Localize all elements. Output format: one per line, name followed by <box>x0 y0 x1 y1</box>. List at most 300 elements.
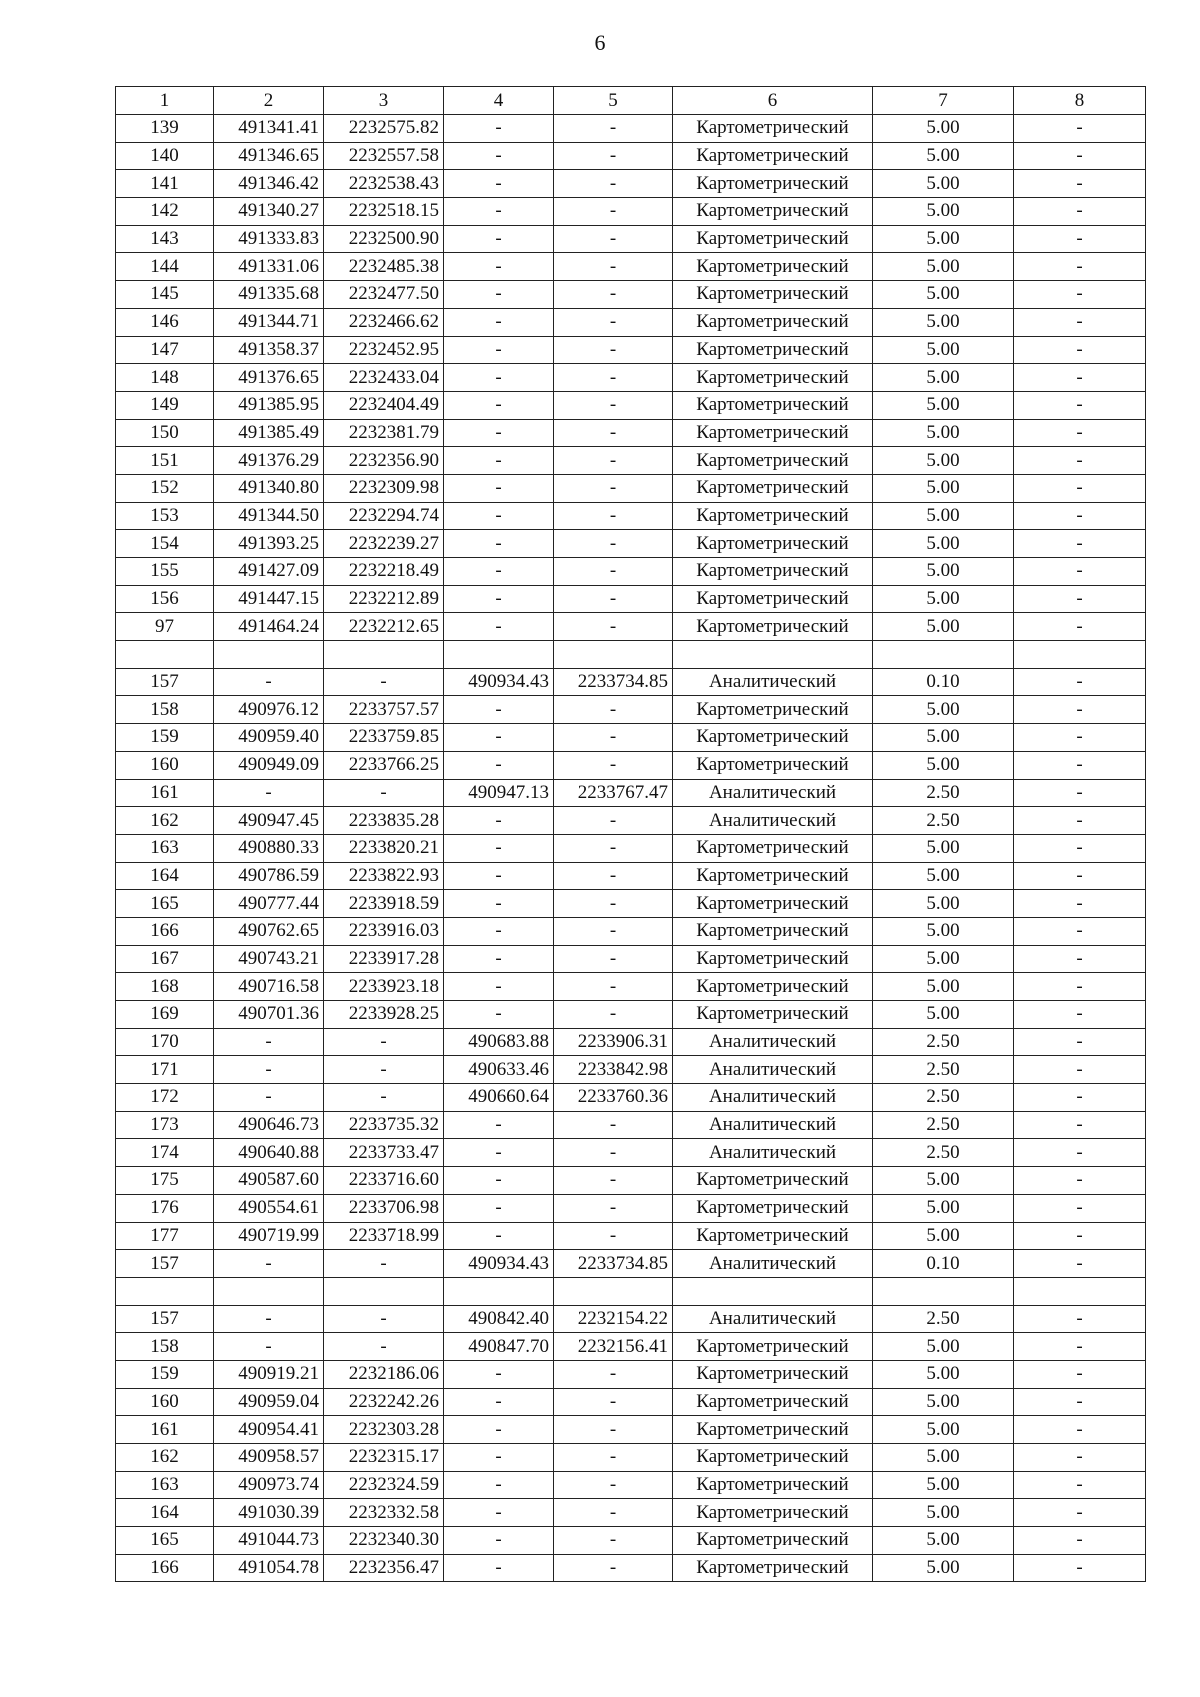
cell-x-coord: 491385.95 <box>214 391 324 419</box>
cell-method: Аналитический <box>673 807 873 835</box>
cell-y-coord: 2232294.74 <box>324 502 444 530</box>
cell-method: Картометрический <box>673 1471 873 1499</box>
cell-x-coord: 490959.40 <box>214 724 324 752</box>
coordinates-table-container <box>115 86 1145 1582</box>
cell-method: Картометрический <box>673 890 873 918</box>
cell-note: - <box>1014 1471 1146 1499</box>
cell-note: - <box>1014 1554 1146 1582</box>
cell-note: - <box>1014 1416 1146 1444</box>
cell-point-number: 158 <box>116 696 214 724</box>
cell-note: - <box>1014 1167 1146 1195</box>
cell-y-coord: 2232381.79 <box>324 419 444 447</box>
table-row <box>116 1028 1146 1056</box>
cell-y-coord: 2233923.18 <box>324 973 444 1001</box>
cell-y-coord-alt: - <box>554 198 673 226</box>
cell-x-coord-alt: - <box>444 945 554 973</box>
cell-x-coord: 491340.80 <box>214 474 324 502</box>
cell-x-coord-alt: - <box>444 253 554 281</box>
cell-x-coord-alt: - <box>444 862 554 890</box>
cell-method: Картометрический <box>673 170 873 198</box>
cell-x-coord-alt: - <box>444 696 554 724</box>
cell-y-coord: 2233716.60 <box>324 1167 444 1195</box>
cell-x-coord-alt: - <box>444 502 554 530</box>
cell-y-coord: 2233822.93 <box>324 862 444 890</box>
cell-y-coord: - <box>324 1084 444 1112</box>
cell-method: Картометрический <box>673 1001 873 1029</box>
cell-y-coord: 2233759.85 <box>324 724 444 752</box>
cell-x-coord-alt <box>444 1277 554 1305</box>
cell-y-coord: 2232557.58 <box>324 142 444 170</box>
cell-note: - <box>1014 558 1146 586</box>
cell-note: - <box>1014 1444 1146 1472</box>
table-row <box>116 724 1146 752</box>
cell-x-coord-alt: - <box>444 1222 554 1250</box>
cell-accuracy: 5.00 <box>873 474 1014 502</box>
cell-y-coord-alt: - <box>554 1194 673 1222</box>
table-row <box>116 890 1146 918</box>
cell-x-coord-alt: - <box>444 1001 554 1029</box>
cell-x-coord-alt: - <box>444 1111 554 1139</box>
cell-y-coord-alt: - <box>554 751 673 779</box>
cell-y-coord-alt: - <box>554 253 673 281</box>
cell-point-number: 144 <box>116 253 214 281</box>
cell-note: - <box>1014 862 1146 890</box>
cell-y-coord-alt: - <box>554 1471 673 1499</box>
cell-note: - <box>1014 1001 1146 1029</box>
cell-x-coord-alt: - <box>444 613 554 641</box>
cell-x-coord-alt: 490934.43 <box>444 1250 554 1278</box>
cell-y-coord: 2232340.30 <box>324 1527 444 1555</box>
cell-x-coord: 490640.88 <box>214 1139 324 1167</box>
cell-accuracy: 5.00 <box>873 613 1014 641</box>
cell-accuracy: 5.00 <box>873 1001 1014 1029</box>
cell-accuracy: 5.00 <box>873 115 1014 143</box>
cell-point-number: 163 <box>116 834 214 862</box>
cell-note: - <box>1014 1028 1146 1056</box>
cell-y-coord: 2232356.90 <box>324 447 444 475</box>
table-row <box>116 1250 1146 1278</box>
cell-accuracy: 2.50 <box>873 807 1014 835</box>
cell-x-coord: 490954.41 <box>214 1416 324 1444</box>
cell-y-coord-alt: - <box>554 724 673 752</box>
table-row <box>116 225 1146 253</box>
cell-y-coord: - <box>324 1056 444 1084</box>
cell-method: Картометрический <box>673 1167 873 1195</box>
cell-y-coord-alt: - <box>554 973 673 1001</box>
cell-method: Аналитический <box>673 1056 873 1084</box>
cell-note: - <box>1014 696 1146 724</box>
cell-method: Картометрический <box>673 253 873 281</box>
cell-method: Аналитический <box>673 668 873 696</box>
cell-accuracy: 2.50 <box>873 1084 1014 1112</box>
cell-x-coord-alt: - <box>444 917 554 945</box>
cell-x-coord-alt: - <box>444 308 554 336</box>
cell-accuracy: 5.00 <box>873 142 1014 170</box>
cell-y-coord-alt: - <box>554 336 673 364</box>
cell-x-coord: 491030.39 <box>214 1499 324 1527</box>
table-header-row <box>116 87 1146 115</box>
cell-x-coord: 490947.45 <box>214 807 324 835</box>
cell-x-coord: 491358.37 <box>214 336 324 364</box>
cell-accuracy: 5.00 <box>873 447 1014 475</box>
cell-method <box>673 641 873 669</box>
table-row <box>116 447 1146 475</box>
cell-x-coord: 491427.09 <box>214 558 324 586</box>
cell-y-coord-alt: - <box>554 364 673 392</box>
cell-method: Картометрический <box>673 696 873 724</box>
cell-note: - <box>1014 585 1146 613</box>
cell-note: - <box>1014 1499 1146 1527</box>
cell-point-number <box>116 1277 214 1305</box>
cell-y-coord: 2232500.90 <box>324 225 444 253</box>
cell-x-coord-alt: 490683.88 <box>444 1028 554 1056</box>
cell-x-coord-alt: - <box>444 1499 554 1527</box>
cell-y-coord-alt: - <box>554 308 673 336</box>
cell-point-number: 97 <box>116 613 214 641</box>
cell-point-number: 163 <box>116 1471 214 1499</box>
cell-method: Картометрический <box>673 1194 873 1222</box>
cell-y-coord: 2232303.28 <box>324 1416 444 1444</box>
cell-accuracy: 5.00 <box>873 585 1014 613</box>
cell-y-coord-alt: - <box>554 917 673 945</box>
cell-y-coord-alt: 2233760.36 <box>554 1084 673 1112</box>
cell-point-number: 172 <box>116 1084 214 1112</box>
table-row <box>116 834 1146 862</box>
cell-y-coord-alt: - <box>554 115 673 143</box>
cell-method: Картометрический <box>673 1444 873 1472</box>
cell-x-coord: - <box>214 779 324 807</box>
cell-point-number: 141 <box>116 170 214 198</box>
cell-y-coord-alt: - <box>554 502 673 530</box>
cell-y-coord: 2233735.32 <box>324 1111 444 1139</box>
cell-method: Картометрический <box>673 945 873 973</box>
cell-x-coord-alt: 490633.46 <box>444 1056 554 1084</box>
cell-x-coord-alt: - <box>444 1444 554 1472</box>
cell-y-coord-alt: - <box>554 807 673 835</box>
cell-point-number: 169 <box>116 1001 214 1029</box>
cell-point-number: 167 <box>116 945 214 973</box>
cell-method: Картометрический <box>673 281 873 309</box>
table-row <box>116 613 1146 641</box>
cell-x-coord-alt: - <box>444 1167 554 1195</box>
cell-y-coord: 2233928.25 <box>324 1001 444 1029</box>
cell-point-number: 171 <box>116 1056 214 1084</box>
cell-y-coord-alt: - <box>554 474 673 502</box>
cell-x-coord-alt: 490947.13 <box>444 779 554 807</box>
cell-x-coord-alt: - <box>444 1471 554 1499</box>
cell-y-coord: 2232485.38 <box>324 253 444 281</box>
cell-y-coord-alt: - <box>554 447 673 475</box>
table-row <box>116 1084 1146 1112</box>
cell-y-coord-alt <box>554 641 673 669</box>
table-row <box>116 1333 1146 1361</box>
cell-x-coord: - <box>214 668 324 696</box>
column-header-y-coord-alt: 5 <box>554 87 673 115</box>
cell-accuracy: 5.00 <box>873 1416 1014 1444</box>
cell-point-number: 162 <box>116 1444 214 1472</box>
cell-y-coord: 2232404.49 <box>324 391 444 419</box>
table-row <box>116 945 1146 973</box>
cell-y-coord: 2232433.04 <box>324 364 444 392</box>
cell-note: - <box>1014 281 1146 309</box>
table-row <box>116 696 1146 724</box>
cell-note: - <box>1014 1194 1146 1222</box>
cell-point-number <box>116 641 214 669</box>
table-row <box>116 973 1146 1001</box>
cell-y-coord: - <box>324 779 444 807</box>
cell-point-number: 161 <box>116 1416 214 1444</box>
cell-note: - <box>1014 530 1146 558</box>
cell-accuracy: 5.00 <box>873 1388 1014 1416</box>
cell-y-coord <box>324 641 444 669</box>
cell-x-coord: 491331.06 <box>214 253 324 281</box>
cell-note: - <box>1014 1360 1146 1388</box>
cell-accuracy: 5.00 <box>873 1333 1014 1361</box>
cell-note: - <box>1014 945 1146 973</box>
cell-note <box>1014 1277 1146 1305</box>
coordinates-table <box>115 86 1146 1582</box>
cell-x-coord: - <box>214 1333 324 1361</box>
cell-y-coord: 2232242.26 <box>324 1388 444 1416</box>
cell-point-number: 145 <box>116 281 214 309</box>
cell-accuracy: 5.00 <box>873 917 1014 945</box>
cell-method: Картометрический <box>673 364 873 392</box>
cell-accuracy: 5.00 <box>873 1222 1014 1250</box>
cell-y-coord: - <box>324 1305 444 1333</box>
cell-note: - <box>1014 807 1146 835</box>
cell-method: Аналитический <box>673 1028 873 1056</box>
cell-y-coord: 2232315.17 <box>324 1444 444 1472</box>
cell-method: Картометрический <box>673 142 873 170</box>
cell-accuracy: 5.00 <box>873 1554 1014 1582</box>
cell-y-coord: 2232477.50 <box>324 281 444 309</box>
cell-x-coord-alt: 490660.64 <box>444 1084 554 1112</box>
cell-y-coord-alt: 2233734.85 <box>554 1250 673 1278</box>
cell-x-coord-alt: - <box>444 391 554 419</box>
cell-y-coord-alt: - <box>554 1388 673 1416</box>
table-row <box>116 364 1146 392</box>
cell-method: Картометрический <box>673 391 873 419</box>
cell-point-number: 157 <box>116 1250 214 1278</box>
cell-y-coord-alt: - <box>554 1554 673 1582</box>
cell-accuracy: 5.00 <box>873 419 1014 447</box>
cell-note: - <box>1014 336 1146 364</box>
cell-x-coord: 490786.59 <box>214 862 324 890</box>
cell-method: Картометрический <box>673 115 873 143</box>
cell-accuracy: 5.00 <box>873 1167 1014 1195</box>
cell-accuracy: 5.00 <box>873 751 1014 779</box>
cell-point-number: 166 <box>116 1554 214 1582</box>
cell-point-number: 157 <box>116 1305 214 1333</box>
cell-y-coord: 2233718.99 <box>324 1222 444 1250</box>
cell-y-coord: 2233918.59 <box>324 890 444 918</box>
cell-y-coord-alt: - <box>554 696 673 724</box>
table-row <box>116 917 1146 945</box>
cell-note: - <box>1014 474 1146 502</box>
cell-point-number: 152 <box>116 474 214 502</box>
cell-method: Картометрический <box>673 1360 873 1388</box>
cell-point-number: 143 <box>116 225 214 253</box>
cell-y-coord-alt: - <box>554 1111 673 1139</box>
cell-point-number: 175 <box>116 1167 214 1195</box>
cell-accuracy: 2.50 <box>873 1111 1014 1139</box>
cell-point-number: 154 <box>116 530 214 558</box>
cell-y-coord: 2232332.58 <box>324 1499 444 1527</box>
cell-y-coord-alt: - <box>554 1360 673 1388</box>
cell-note: - <box>1014 1056 1146 1084</box>
column-header-method: 6 <box>673 87 873 115</box>
table-row <box>116 1416 1146 1444</box>
cell-x-coord: 491333.83 <box>214 225 324 253</box>
cell-x-coord: 491447.15 <box>214 585 324 613</box>
table-row <box>116 1499 1146 1527</box>
cell-note: - <box>1014 225 1146 253</box>
cell-method: Аналитический <box>673 779 873 807</box>
cell-note: - <box>1014 308 1146 336</box>
cell-method: Картометрический <box>673 530 873 558</box>
column-header-x-coord: 2 <box>214 87 324 115</box>
cell-accuracy: 5.00 <box>873 1499 1014 1527</box>
cell-y-coord-alt: - <box>554 419 673 447</box>
cell-method: Картометрический <box>673 1388 873 1416</box>
cell-x-coord: 490919.21 <box>214 1360 324 1388</box>
cell-y-coord-alt: - <box>554 170 673 198</box>
cell-x-coord: 490554.61 <box>214 1194 324 1222</box>
cell-y-coord-alt: - <box>554 1222 673 1250</box>
cell-note: - <box>1014 1111 1146 1139</box>
cell-point-number: 170 <box>116 1028 214 1056</box>
table-row <box>116 1001 1146 1029</box>
cell-note: - <box>1014 1305 1146 1333</box>
cell-method: Картометрический <box>673 973 873 1001</box>
cell-x-coord-alt: - <box>444 419 554 447</box>
table-row <box>116 751 1146 779</box>
cell-point-number: 160 <box>116 1388 214 1416</box>
cell-point-number: 158 <box>116 1333 214 1361</box>
cell-y-coord-alt: - <box>554 1527 673 1555</box>
cell-accuracy: 5.00 <box>873 890 1014 918</box>
cell-x-coord: - <box>214 1028 324 1056</box>
table-row <box>116 558 1146 586</box>
cell-note: - <box>1014 1388 1146 1416</box>
cell-y-coord-alt: - <box>554 225 673 253</box>
table-row <box>116 1554 1146 1582</box>
column-header-x-coord-alt: 4 <box>444 87 554 115</box>
cell-x-coord-alt: - <box>444 890 554 918</box>
cell-accuracy: 5.00 <box>873 1194 1014 1222</box>
cell-x-coord-alt: - <box>444 558 554 586</box>
cell-x-coord: 490646.73 <box>214 1111 324 1139</box>
cell-y-coord: 2233820.21 <box>324 834 444 862</box>
cell-note: - <box>1014 779 1146 807</box>
cell-note: - <box>1014 1333 1146 1361</box>
cell-accuracy: 5.00 <box>873 696 1014 724</box>
cell-accuracy: 5.00 <box>873 530 1014 558</box>
table-row <box>116 170 1146 198</box>
cell-x-coord-alt: - <box>444 1527 554 1555</box>
table-row <box>116 391 1146 419</box>
cell-accuracy: 5.00 <box>873 502 1014 530</box>
table-row <box>116 585 1146 613</box>
cell-x-coord: - <box>214 1084 324 1112</box>
cell-y-coord: 2233917.28 <box>324 945 444 973</box>
cell-y-coord: - <box>324 1028 444 1056</box>
cell-note: - <box>1014 364 1146 392</box>
cell-x-coord-alt: - <box>444 170 554 198</box>
cell-x-coord: 490762.65 <box>214 917 324 945</box>
cell-method: Картометрический <box>673 1416 873 1444</box>
cell-point-number: 159 <box>116 724 214 752</box>
cell-x-coord: 491044.73 <box>214 1527 324 1555</box>
cell-x-coord: 491385.49 <box>214 419 324 447</box>
cell-method: Картометрический <box>673 1499 873 1527</box>
table-row <box>116 807 1146 835</box>
cell-accuracy: 5.00 <box>873 391 1014 419</box>
table-row <box>116 1222 1146 1250</box>
cell-note: - <box>1014 142 1146 170</box>
cell-y-coord <box>324 1277 444 1305</box>
cell-accuracy: 5.00 <box>873 834 1014 862</box>
cell-y-coord-alt: 2233734.85 <box>554 668 673 696</box>
cell-y-coord-alt: - <box>554 945 673 973</box>
cell-method: Картометрический <box>673 558 873 586</box>
cell-x-coord-alt: - <box>444 364 554 392</box>
cell-y-coord: 2232239.27 <box>324 530 444 558</box>
cell-accuracy: 5.00 <box>873 170 1014 198</box>
cell-point-number: 139 <box>116 115 214 143</box>
table-row <box>116 142 1146 170</box>
cell-accuracy: 2.50 <box>873 1305 1014 1333</box>
cell-point-number: 177 <box>116 1222 214 1250</box>
table-row <box>116 1305 1146 1333</box>
cell-y-coord: 2233706.98 <box>324 1194 444 1222</box>
cell-method: Картометрический <box>673 1333 873 1361</box>
table-row <box>116 1139 1146 1167</box>
cell-accuracy: 2.50 <box>873 1028 1014 1056</box>
cell-accuracy: 5.00 <box>873 198 1014 226</box>
cell-accuracy: 0.10 <box>873 1250 1014 1278</box>
cell-y-coord: - <box>324 1250 444 1278</box>
cell-x-coord-alt: - <box>444 1388 554 1416</box>
cell-x-coord-alt <box>444 641 554 669</box>
cell-y-coord-alt: - <box>554 890 673 918</box>
cell-x-coord-alt: 490934.43 <box>444 668 554 696</box>
cell-x-coord: 490719.99 <box>214 1222 324 1250</box>
cell-method: Картометрический <box>673 336 873 364</box>
cell-y-coord-alt: - <box>554 834 673 862</box>
cell-accuracy: 5.00 <box>873 336 1014 364</box>
cell-method: Аналитический <box>673 1084 873 1112</box>
cell-y-coord: - <box>324 1333 444 1361</box>
cell-x-coord: 490743.21 <box>214 945 324 973</box>
table-separator-row <box>116 641 1146 669</box>
cell-x-coord-alt: - <box>444 807 554 835</box>
cell-method: Картометрический <box>673 613 873 641</box>
cell-x-coord: 490959.04 <box>214 1388 324 1416</box>
cell-accuracy: 5.00 <box>873 724 1014 752</box>
cell-accuracy: 5.00 <box>873 1444 1014 1472</box>
table-row <box>116 530 1146 558</box>
cell-y-coord-alt: - <box>554 1139 673 1167</box>
cell-x-coord: 490716.58 <box>214 973 324 1001</box>
cell-y-coord: 2232575.82 <box>324 115 444 143</box>
cell-x-coord: 491344.71 <box>214 308 324 336</box>
cell-x-coord: 490701.36 <box>214 1001 324 1029</box>
cell-note: - <box>1014 890 1146 918</box>
cell-x-coord: 490976.12 <box>214 696 324 724</box>
cell-point-number: 155 <box>116 558 214 586</box>
table-row <box>116 1167 1146 1195</box>
